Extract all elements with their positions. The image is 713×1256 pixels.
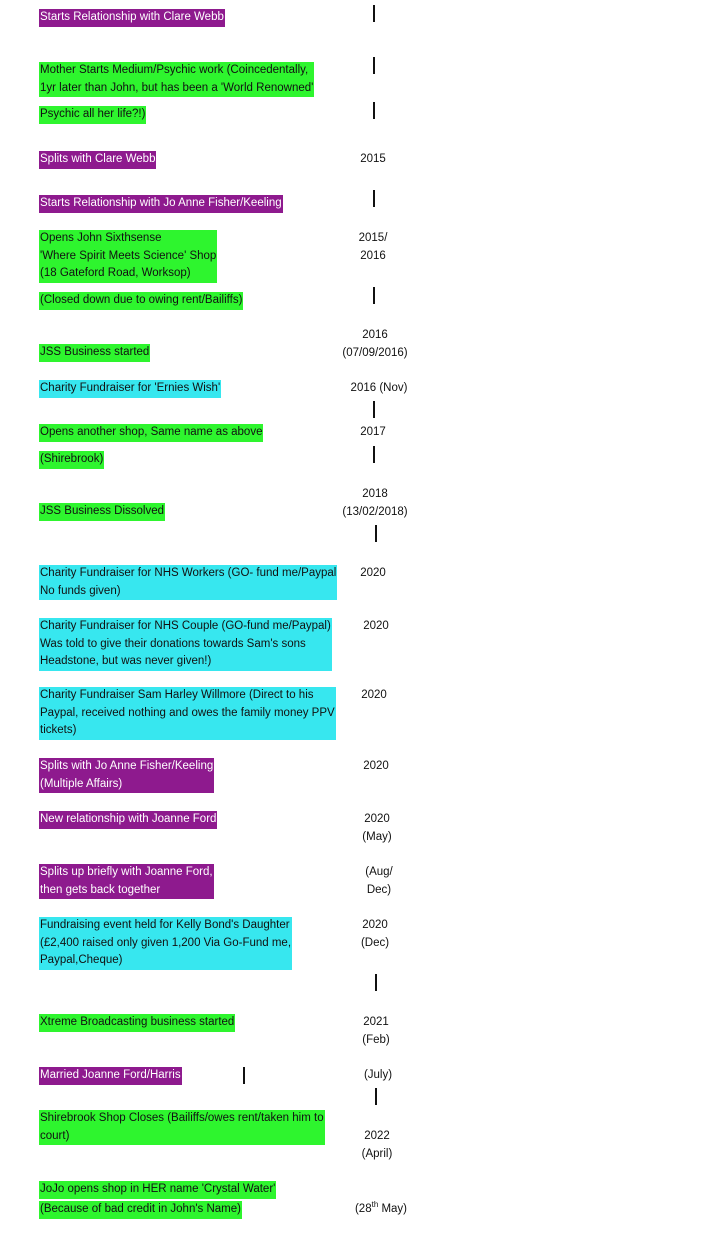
timeline-entry	[39, 230, 217, 283]
timeline-entry	[39, 1201, 242, 1219]
timeline-date: 2018 (13/02/2018)	[342, 488, 408, 518]
timeline-entry	[39, 758, 214, 793]
entry-line: Splits with Jo Anne Fisher/Keeling	[39, 758, 214, 776]
timeline-tick	[375, 525, 377, 542]
entry-line: JoJo opens shop in HER name 'Crystal Water'	[39, 1181, 276, 1199]
entry-line: Headstone, but was never given!)	[39, 653, 332, 671]
timeline-entry	[39, 62, 314, 97]
timeline-entry	[39, 292, 243, 310]
timeline-date: 2020	[363, 760, 389, 772]
timeline-tick	[243, 1067, 245, 1084]
timeline-entry	[39, 9, 225, 27]
timeline-tick	[375, 1088, 377, 1105]
timeline-date: 2017	[360, 426, 386, 438]
entry-line: Paypal, received nothing and owes the family money PPV	[39, 705, 336, 723]
timeline-entry	[39, 917, 292, 970]
timeline-entry	[39, 811, 217, 829]
entry-line: New relationship with Joanne Ford	[39, 811, 217, 829]
entry-line: (Shirebrook)	[39, 451, 104, 469]
timeline-entry	[39, 451, 104, 469]
timeline-date: (28th May)	[354, 1200, 408, 1215]
timeline-entry	[39, 151, 156, 169]
entry-line: Paypal,Cheque)	[39, 952, 292, 970]
timeline-entry	[39, 1110, 325, 1145]
entry-line: (Closed down due to owing rent/Bailiffs)	[39, 292, 243, 310]
timeline-date: 2020 (Dec)	[360, 919, 390, 949]
timeline-tick	[373, 57, 375, 74]
timeline-date: 2021 (Feb)	[362, 1016, 390, 1046]
timeline-date: 2020	[361, 689, 387, 701]
entry-line: Charity Fundraiser for 'Ernies Wish'	[39, 380, 221, 398]
entry-line: (Multiple Affairs)	[39, 776, 214, 794]
entry-line: JSS Business started	[39, 344, 150, 362]
entry-line: Charity Fundraiser for NHS Workers (GO- fund me/Paypal	[39, 565, 337, 583]
timeline-entry	[39, 344, 150, 362]
timeline-entry	[39, 195, 283, 213]
timeline-entry	[39, 687, 336, 740]
timeline-date: 2016 (Nov)	[350, 382, 408, 394]
entry-line: Starts Relationship with Jo Anne Fisher/Keeling	[39, 195, 283, 213]
entry-line: No funds given)	[39, 583, 337, 601]
entry-line: court)	[39, 1128, 325, 1146]
timeline-date: 2020 (May)	[362, 813, 392, 843]
entry-line: Married Joanne Ford/Harris	[39, 1067, 182, 1085]
timeline-entry	[39, 424, 263, 442]
entry-line: 1yr later than John, but has been a 'World Renowned'	[39, 80, 314, 98]
timeline-tick	[373, 5, 375, 22]
entry-line: JSS Business Dissolved	[39, 503, 165, 521]
timeline-tick	[373, 287, 375, 304]
entry-line: (18 Gateford Road, Worksop)	[39, 265, 217, 283]
timeline-entry	[39, 1014, 235, 1032]
entry-line: Starts Relationship with Clare Webb	[39, 9, 225, 27]
timeline-date: 2020	[360, 567, 386, 579]
timeline-entry	[39, 618, 332, 671]
entry-line: Charity Fundraiser Sam Harley Willmore (Direct to his	[39, 687, 336, 705]
entry-line: Was told to give their donations towards Sam's sons	[39, 636, 332, 654]
entry-line: Mother Starts Medium/Psychic work (Coincedentally,	[39, 62, 314, 80]
entry-line: Fundraising event held for Kelly Bond's Daughter	[39, 917, 292, 935]
timeline-tick	[373, 401, 375, 418]
timeline-entry	[39, 864, 214, 899]
timeline-entry	[39, 565, 337, 600]
timeline-entry	[39, 1067, 182, 1085]
entry-line: (£2,400 raised only given 1,200 Via Go-Fund me,	[39, 935, 292, 953]
timeline-date: 2015/ 2016	[358, 232, 388, 262]
entry-line: Opens John Sixthsense	[39, 230, 217, 248]
entry-line: Shirebrook Shop Closes (Bailiffs/owes rent/taken him to	[39, 1110, 325, 1128]
timeline-entry	[39, 380, 221, 398]
timeline-date: (Aug/ Dec)	[365, 866, 393, 896]
timeline-tick	[373, 102, 375, 119]
entry-line: Splits up briefly with Joanne Ford,	[39, 864, 214, 882]
timeline-entry	[39, 1181, 276, 1199]
entry-line: Splits with Clare Webb	[39, 151, 156, 169]
timeline-date: 2015	[360, 153, 386, 165]
timeline-tick	[375, 974, 377, 991]
timeline-date: 2020	[363, 620, 389, 632]
entry-line: Xtreme Broadcasting business started	[39, 1014, 235, 1032]
entry-line: 'Where Spirit Meets Science' Shop	[39, 248, 217, 266]
entry-line: Charity Fundraiser for NHS Couple (GO-fund me/Paypal)	[39, 618, 332, 636]
timeline-tick	[373, 446, 375, 463]
timeline-entry	[39, 106, 146, 124]
entry-line: Opens another shop, Same name as above	[39, 424, 263, 442]
timeline-tick	[373, 190, 375, 207]
entry-line: then gets back together	[39, 882, 214, 900]
entry-line: Psychic all her life?!)	[39, 106, 146, 124]
entry-line: (Because of bad credit in John's Name)	[39, 1201, 242, 1219]
entry-line: tickets)	[39, 722, 336, 740]
timeline-date: 2016 (07/09/2016)	[342, 329, 408, 359]
timeline-date: 2022 (April)	[361, 1130, 393, 1160]
timeline-entry	[39, 503, 165, 521]
timeline-date: (July)	[363, 1069, 393, 1081]
